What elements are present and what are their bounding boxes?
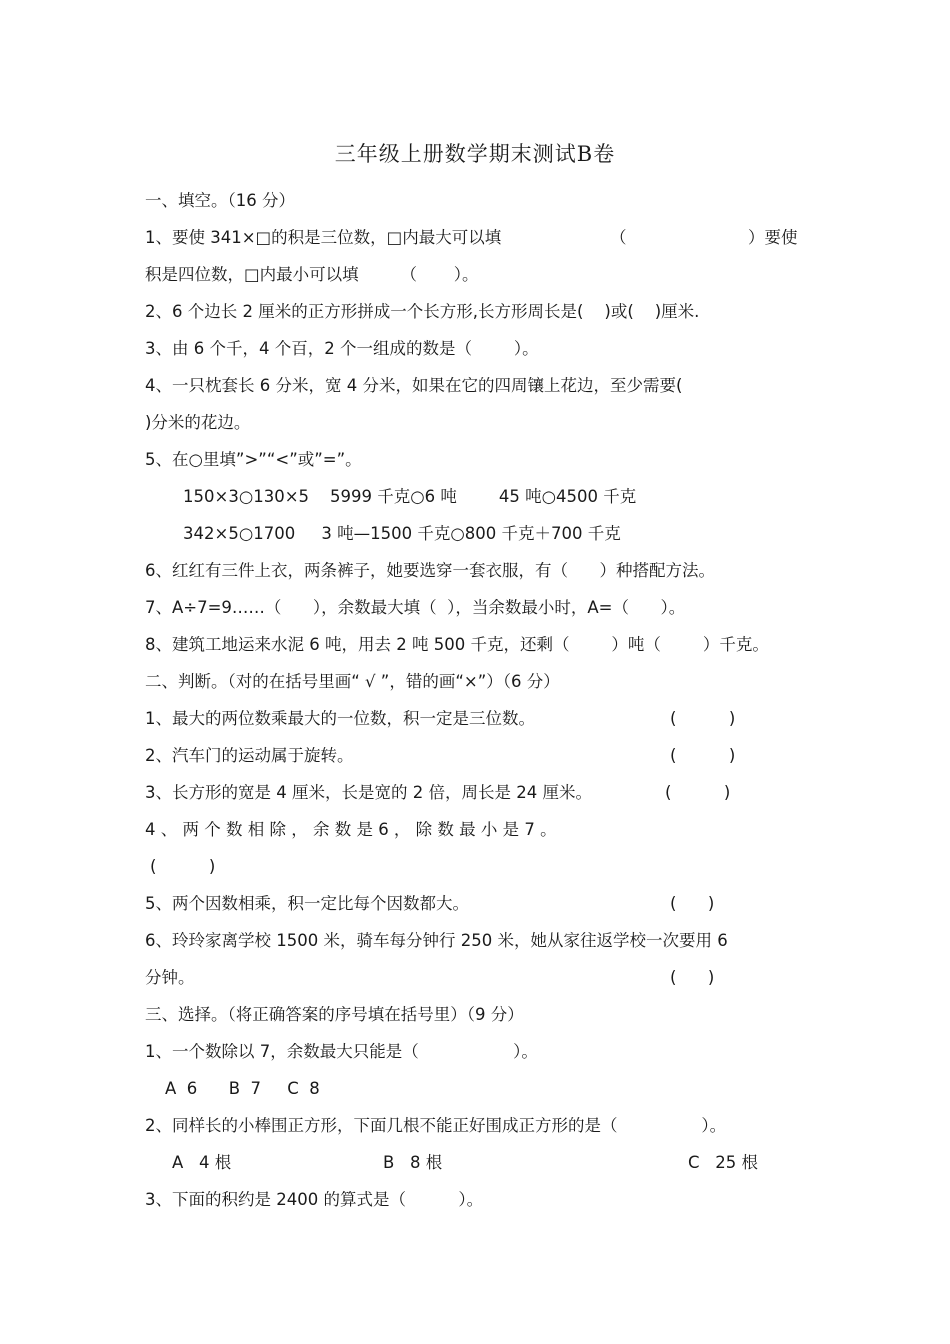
question-2-6-cont: 分钟。 [145, 968, 195, 987]
question-1-5: 5、在○里填”>”“<”或”=”。 [145, 450, 362, 469]
question-1-1: 1、要使 341×□的积是三位数，□内最大可以填 [145, 228, 502, 247]
answer-paren-2-4: ( ) [150, 857, 216, 876]
section3-heading: 三、选择。（将正确答案的序号填在括号里）（9 分） [145, 1005, 524, 1024]
question-1-1-cont: 积是四位数，□内最小可以填 （ ）。 [145, 265, 479, 284]
question-2-2: 2、汽车门的运动属于旋转。 [145, 746, 354, 765]
question-2-4: 4 、 两 个 数 相 除 ， 余 数 是 6 ， 除 数 最 小 是 7 。 [145, 820, 557, 839]
question-2-1: 1、最大的两位数乘最大的一位数，积一定是三位数。 [145, 709, 535, 728]
question-2-6: 6、玲玲家离学校 1500 米，骑车每分钟行 250 米，她从家往返学校一次要用 6 [145, 931, 728, 950]
answer-paren-2-6: ( ) [670, 968, 715, 987]
question-2-5: 5、两个因数相乘，积一定比每个因数都大。 [145, 894, 469, 913]
question-2-3: 3、长方形的宽是 4 厘米，长是宽的 2 倍，周长是 24 厘米。 [145, 783, 592, 802]
question-1-1-paren-open: （ [610, 228, 627, 247]
question-1-1-paren-close: ）要使 [748, 228, 798, 247]
answer-paren-2-5: ( ) [670, 894, 715, 913]
page-title: 三年级上册数学期末测试B卷 [334, 142, 616, 166]
question-1-2: 2、6 个边长 2 厘米的正方形拼成一个长方形,长方形周长是( )或( )厘米. [145, 302, 700, 321]
question-3-2-option-b: B 8 根 [383, 1153, 443, 1172]
question-1-5-row2: 342×5○1700 3 吨—1500 千克○800 千克＋700 千克 [183, 524, 621, 543]
section1-heading: 一、填空。（16 分） [145, 191, 295, 210]
answer-paren-2-3: ( ) [665, 783, 731, 802]
question-3-1-options: A 6 B 7 C 8 [165, 1079, 320, 1098]
question-1-8: 8、建筑工地运来水泥 6 吨，用去 2 吨 500 千克，还剩（ ）吨（ ）千克。 [145, 635, 769, 654]
answer-paren-2-2: ( ) [670, 746, 736, 765]
question-1-4-cont: )分米的花边。 [145, 413, 251, 432]
question-1-4: 4、一只枕套长 6 分米，宽 4 分米，如果在它的四周镶上花边，至少需要( [145, 376, 683, 395]
question-3-2: 2、同样长的小棒围正方形，下面几根不能正好围成正方形的是（ ）。 [145, 1116, 727, 1135]
question-1-5-row1: 150×3○130×5 5999 千克○6 吨 45 吨○4500 千克 [183, 487, 637, 506]
answer-paren-2-1: ( ) [670, 709, 736, 728]
question-1-3: 3、由 6 个千，4 个百，2 个一组成的数是（ ）。 [145, 339, 539, 358]
question-3-1: 1、一个数除以 7，余数最大只能是（ ）。 [145, 1042, 538, 1061]
question-1-7: 7、A÷7=9……（ ），余数最大填（ ），当余数最小时，A=（ ）。 [145, 598, 686, 617]
question-3-2-option-a: A 4 根 [172, 1153, 232, 1172]
section2-heading: 二、判断。（对的在括号里画“ √ ”，错的画“×”）（6 分） [145, 672, 560, 691]
question-1-6: 6、红红有三件上衣，两条裤子，她要选穿一套衣服，有（ ）种搭配方法。 [145, 561, 715, 580]
question-3-3: 3、下面的积约是 2400 的算式是（ ）。 [145, 1190, 484, 1209]
question-3-2-option-c: C 25 根 [688, 1153, 758, 1172]
